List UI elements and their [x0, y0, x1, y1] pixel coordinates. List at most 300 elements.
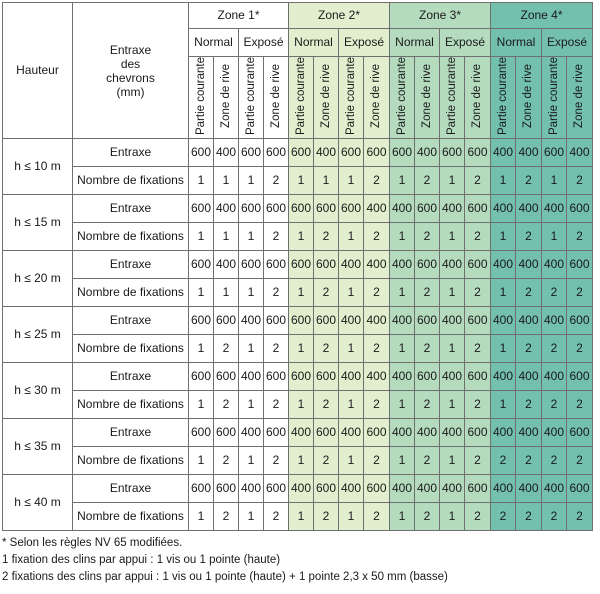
entraxe-cell: 600: [567, 251, 593, 279]
height-label: h ≤ 30 m: [3, 363, 73, 419]
fixations-cell: 2: [214, 335, 239, 363]
fixations-cell: 1: [189, 391, 214, 419]
table-row: [3, 139, 593, 167]
fixations-cell: 1: [440, 447, 465, 475]
fixations-cell: 1: [289, 447, 314, 475]
entraxe-cell: 600: [567, 363, 593, 391]
position-label: Zone de rive: [319, 64, 332, 129]
fixations-cell: 1: [214, 279, 239, 307]
fixations-cell: 2: [491, 447, 516, 475]
fixations-cell: 1: [390, 167, 415, 195]
entraxe-cell: 600: [567, 307, 593, 335]
fixations-cell: 1: [339, 391, 364, 419]
fixations-cell: 2: [264, 335, 289, 363]
entraxe-cell: 600: [465, 139, 491, 167]
entraxe-cell: 400: [516, 307, 542, 335]
fixations-cell: 1: [289, 503, 314, 531]
fixations-cell: 1: [239, 391, 264, 419]
entraxe-cell: 600: [189, 475, 214, 503]
fixations-cell: 2: [465, 447, 491, 475]
entraxe-cell: 400: [516, 195, 542, 223]
fixations-cell: 1: [390, 223, 415, 251]
entraxe-cell: 400: [239, 475, 264, 503]
position-header: [239, 57, 264, 139]
table-row: [3, 363, 593, 391]
entraxe-cell: 600: [415, 307, 440, 335]
fixations-cell: 1: [239, 223, 264, 251]
entraxe-cell: 400: [440, 307, 465, 335]
fixations-cell: 1: [239, 503, 264, 531]
fixations-cell: 1: [189, 279, 214, 307]
fixations-cell: 1: [339, 335, 364, 363]
position-header: [440, 57, 465, 139]
zone-2-header: Zone 2*: [289, 3, 390, 29]
entraxe-cell: 400: [491, 195, 516, 223]
entraxe-cell: 600: [440, 139, 465, 167]
fixations-cell: 2: [465, 167, 491, 195]
fixations-cell: 2: [264, 391, 289, 419]
entraxe-cell: 600: [390, 139, 415, 167]
entraxe-cell: 600: [264, 251, 289, 279]
fixations-cell: 2: [264, 279, 289, 307]
entraxe-cell: 600: [567, 195, 593, 223]
fixations-cell: 2: [415, 335, 440, 363]
entraxe-cell: 600: [264, 419, 289, 447]
entraxe-cell: 400: [214, 139, 239, 167]
entraxe-cell: 400: [214, 251, 239, 279]
fixations-cell: 2: [516, 335, 542, 363]
position-label: Partie courante: [547, 57, 560, 136]
entraxe-cell: 600: [339, 139, 364, 167]
entraxe-cell: 600: [289, 307, 314, 335]
fixations-cell: 2: [465, 335, 491, 363]
entraxe-cell: 600: [314, 195, 339, 223]
row-kind-label: Entraxe: [73, 475, 189, 503]
fixations-cell: 2: [364, 335, 390, 363]
position-label: Partie courante: [395, 57, 408, 136]
footnote-one-fixation: 1 fixation des clins par appui : 1 vis ou 1 pointe (haute): [2, 554, 281, 566]
entraxe-cell: 400: [440, 251, 465, 279]
fixations-cell: 2: [314, 447, 339, 475]
fixations-cell: 1: [189, 223, 214, 251]
fixations-cell: 2: [364, 391, 390, 419]
footnote-two-fixations: 2 fixations des clins par appui : 1 vis ou 1 pointe (haute) + 1 pointe 2,3 x 50 mm (basse): [2, 571, 448, 583]
fixations-cell: 2: [465, 223, 491, 251]
zone-3-exposure-expose: Exposé: [440, 29, 491, 57]
fixations-cell: 2: [567, 335, 593, 363]
entraxe-cell: 400: [364, 251, 390, 279]
fixations-cell: 1: [289, 167, 314, 195]
row-kind-label: Nombre de fixations: [73, 279, 189, 307]
fixations-cell: 1: [390, 279, 415, 307]
position-label: Zone de rive: [522, 64, 535, 129]
entraxe-cell: 600: [214, 419, 239, 447]
entraxe-cell: 400: [516, 251, 542, 279]
entraxe-cell: 400: [364, 307, 390, 335]
footnotes: [2, 535, 600, 586]
fixations-cell: 1: [440, 167, 465, 195]
row-kind-label: Entraxe: [73, 419, 189, 447]
entraxe-cell: 400: [440, 195, 465, 223]
entraxe-cell: 400: [339, 251, 364, 279]
entraxe-cell: 600: [289, 251, 314, 279]
entraxe-cell: 400: [440, 419, 465, 447]
entraxe-cell: 400: [542, 363, 567, 391]
zone-1-exposure-expose: Exposé: [239, 29, 289, 57]
position-header: [415, 57, 440, 139]
fixations-cell: 2: [516, 391, 542, 419]
fixations-cell: 2: [314, 503, 339, 531]
position-header: [339, 57, 364, 139]
position-header: [465, 57, 491, 139]
table-row: [3, 223, 593, 251]
row-kind-label: Nombre de fixations: [73, 503, 189, 531]
height-label: h ≤ 25 m: [3, 307, 73, 363]
entraxe-cell: 600: [465, 419, 491, 447]
entraxe-cell: 400: [239, 363, 264, 391]
fixations-cell: 1: [289, 391, 314, 419]
fixations-cell: 1: [542, 167, 567, 195]
fixation-table: [2, 2, 593, 531]
fixations-cell: 2: [264, 167, 289, 195]
fixations-cell: 1: [491, 223, 516, 251]
fixations-cell: 1: [542, 223, 567, 251]
entraxe-cell: 600: [264, 363, 289, 391]
fixations-cell: 2: [567, 167, 593, 195]
position-header: [567, 57, 593, 139]
entraxe-cell: 400: [415, 419, 440, 447]
entraxe-cell: 400: [516, 363, 542, 391]
fixations-cell: 2: [264, 503, 289, 531]
fixations-cell: 1: [440, 335, 465, 363]
row-kind-label: Nombre de fixations: [73, 335, 189, 363]
entraxe-cell: 600: [189, 251, 214, 279]
entraxe-cell: 400: [390, 363, 415, 391]
zone-4-header: Zone 4*: [491, 3, 593, 29]
table-row: [3, 503, 593, 531]
fixations-cell: 1: [289, 335, 314, 363]
entraxe-cell: 600: [264, 139, 289, 167]
position-header: [516, 57, 542, 139]
entraxe-cell: 600: [214, 475, 239, 503]
entraxe-cell: 600: [189, 307, 214, 335]
entraxe-cell: 400: [239, 307, 264, 335]
entraxe-cell: 400: [491, 475, 516, 503]
fixations-cell: 2: [567, 503, 593, 531]
entraxe-cell: 400: [339, 475, 364, 503]
fixations-cell: 2: [214, 391, 239, 419]
position-header: [491, 57, 516, 139]
fixations-cell: 2: [264, 223, 289, 251]
entraxe-cell: 600: [465, 307, 491, 335]
fixations-cell: 2: [415, 503, 440, 531]
table-row: [3, 447, 593, 475]
entraxe-cell: 600: [415, 363, 440, 391]
entraxe-cell: 400: [390, 307, 415, 335]
fixations-cell: 1: [339, 167, 364, 195]
table-row: [3, 307, 593, 335]
entraxe-cell: 600: [189, 419, 214, 447]
row-kind-label: Nombre de fixations: [73, 391, 189, 419]
zone-1-header: Zone 1*: [189, 3, 289, 29]
fixations-cell: 2: [567, 279, 593, 307]
fixations-cell: 1: [239, 167, 264, 195]
fixations-cell: 1: [314, 167, 339, 195]
fixations-cell: 1: [390, 447, 415, 475]
position-label: Zone de rive: [269, 64, 282, 129]
table-row: [3, 279, 593, 307]
entraxe-cell: 600: [289, 195, 314, 223]
entraxe-cell: 400: [364, 195, 390, 223]
position-label: Zone de rive: [420, 64, 433, 129]
entraxe-cell: 400: [415, 139, 440, 167]
row-kind-label: Entraxe: [73, 251, 189, 279]
fixations-cell: 2: [567, 391, 593, 419]
position-header: [542, 57, 567, 139]
fixations-cell: 1: [491, 167, 516, 195]
entraxe-cell: 600: [239, 195, 264, 223]
position-header: [264, 57, 289, 139]
fixations-cell: 2: [516, 503, 542, 531]
fixations-cell: 1: [440, 223, 465, 251]
zone-3-header: Zone 3*: [390, 3, 491, 29]
fixations-cell: 2: [364, 447, 390, 475]
fixations-cell: 2: [314, 223, 339, 251]
zone-2-exposure-normal: Normal: [289, 29, 339, 57]
position-header: [390, 57, 415, 139]
hauteur-header: Hauteur: [3, 3, 73, 139]
entraxe-cell: 400: [542, 251, 567, 279]
entraxe-cell: 400: [415, 475, 440, 503]
entraxe-cell: 400: [491, 307, 516, 335]
height-label: h ≤ 20 m: [3, 251, 73, 307]
entraxe-cell: 400: [314, 139, 339, 167]
fixations-cell: 2: [264, 447, 289, 475]
zone-4-exposure-expose: Exposé: [542, 29, 593, 57]
table-row: [3, 335, 593, 363]
row-kind-label: Entraxe: [73, 195, 189, 223]
fixations-cell: 2: [314, 391, 339, 419]
position-label: Partie courante: [244, 57, 257, 136]
fixations-cell: 1: [214, 167, 239, 195]
entraxe-cell: 600: [314, 475, 339, 503]
entraxe-cell: 400: [339, 363, 364, 391]
position-label: Partie courante: [294, 57, 307, 136]
row-kind-label: Nombre de fixations: [73, 167, 189, 195]
position-header: [314, 57, 339, 139]
height-label: h ≤ 40 m: [3, 475, 73, 531]
fixations-cell: 1: [491, 335, 516, 363]
entraxe-cell: 600: [264, 475, 289, 503]
zone-4-exposure-normal: Normal: [491, 29, 542, 57]
fixations-cell: 1: [239, 335, 264, 363]
entraxe-cell: 400: [390, 195, 415, 223]
fixations-cell: 1: [491, 279, 516, 307]
fixations-cell: 1: [239, 447, 264, 475]
fixations-cell: 2: [516, 167, 542, 195]
fixations-cell: 2: [567, 223, 593, 251]
entraxe-cell: 600: [214, 307, 239, 335]
table-row: [3, 391, 593, 419]
entraxe-cell: 600: [239, 139, 264, 167]
fixations-cell: 2: [516, 223, 542, 251]
entraxe-cell: 400: [440, 363, 465, 391]
position-label: Partie courante: [496, 57, 509, 136]
entraxe-cell: 600: [415, 195, 440, 223]
fixations-cell: 2: [415, 447, 440, 475]
position-header: [364, 57, 390, 139]
entraxe-cell: 600: [264, 195, 289, 223]
entraxe-cell: 400: [339, 419, 364, 447]
table-row: [3, 419, 593, 447]
fixations-cell: 2: [465, 391, 491, 419]
position-header: [214, 57, 239, 139]
position-label: Zone de rive: [219, 64, 232, 129]
entraxe-cell: 400: [491, 419, 516, 447]
entraxe-cell: 600: [314, 307, 339, 335]
fixations-cell: 2: [415, 167, 440, 195]
fixations-cell: 2: [542, 503, 567, 531]
entraxe-cell: 600: [189, 139, 214, 167]
entraxe-cell: 600: [567, 419, 593, 447]
entraxe-cell: 400: [289, 419, 314, 447]
entraxe-cell: 400: [516, 419, 542, 447]
fixations-cell: 2: [415, 391, 440, 419]
fixations-cell: 2: [465, 503, 491, 531]
entraxe-cell: 400: [491, 251, 516, 279]
fixations-cell: 2: [542, 391, 567, 419]
entraxe-cell: 400: [214, 195, 239, 223]
zone-2-exposure-expose: Exposé: [339, 29, 390, 57]
fixations-cell: 1: [390, 335, 415, 363]
fixations-cell: 1: [440, 503, 465, 531]
position-header: [289, 57, 314, 139]
entraxe-cell: 400: [542, 307, 567, 335]
table-row: [3, 195, 593, 223]
entraxe-cell: 400: [491, 363, 516, 391]
entraxe-cell: 400: [239, 419, 264, 447]
fixations-cell: 2: [314, 335, 339, 363]
row-kind-label: Nombre de fixations: [73, 447, 189, 475]
fixations-cell: 2: [364, 167, 390, 195]
fixations-cell: 1: [440, 279, 465, 307]
entraxe-cell: 600: [314, 419, 339, 447]
position-label: Zone de rive: [573, 64, 586, 129]
entraxe-cell: 600: [314, 363, 339, 391]
row-kind-label: Entraxe: [73, 363, 189, 391]
fixations-cell: 1: [390, 391, 415, 419]
fixations-cell: 2: [214, 447, 239, 475]
fixations-cell: 2: [465, 279, 491, 307]
entraxe-cell: 400: [390, 251, 415, 279]
entraxe-cell: 400: [390, 419, 415, 447]
entraxe-header-label: Entraxe des chevrons (mm): [106, 42, 155, 99]
zone-1-exposure-normal: Normal: [189, 29, 239, 57]
fixations-cell: 1: [189, 167, 214, 195]
fixations-cell: 2: [542, 279, 567, 307]
fixations-cell: 1: [390, 503, 415, 531]
position-label: Zone de rive: [471, 64, 484, 129]
height-label: h ≤ 35 m: [3, 419, 73, 475]
fixations-cell: 2: [567, 447, 593, 475]
zone-3-exposure-normal: Normal: [390, 29, 440, 57]
entraxe-cell: 600: [465, 251, 491, 279]
height-label: h ≤ 15 m: [3, 195, 73, 251]
fixations-cell: 2: [516, 279, 542, 307]
entraxe-cell: 600: [339, 195, 364, 223]
entraxe-cell: 600: [264, 307, 289, 335]
fixations-cell: 2: [542, 335, 567, 363]
entraxe-cell: 400: [364, 363, 390, 391]
entraxe-cell: 600: [189, 195, 214, 223]
fixations-cell: 2: [415, 223, 440, 251]
table-row: [3, 167, 593, 195]
fixations-cell: 1: [289, 223, 314, 251]
entraxe-cell: 600: [465, 195, 491, 223]
entraxe-cell: 400: [542, 475, 567, 503]
entraxe-cell: 600: [364, 419, 390, 447]
entraxe-cell: 400: [390, 475, 415, 503]
fixations-cell: 1: [339, 279, 364, 307]
entraxe-cell: 600: [567, 475, 593, 503]
entraxe-cell: 400: [542, 195, 567, 223]
fixations-cell: 2: [364, 223, 390, 251]
entraxe-cell: 400: [567, 139, 593, 167]
fixations-cell: 1: [239, 279, 264, 307]
fixations-cell: 2: [415, 279, 440, 307]
entraxe-cell: 600: [364, 475, 390, 503]
entraxe-cell: 400: [289, 475, 314, 503]
entraxe-cell: 600: [189, 363, 214, 391]
entraxe-cell: 400: [542, 419, 567, 447]
entraxe-cell: 600: [214, 363, 239, 391]
fixations-cell: 1: [189, 335, 214, 363]
table-row: [3, 475, 593, 503]
row-kind-label: Entraxe: [73, 139, 189, 167]
entraxe-cell: 600: [465, 475, 491, 503]
fixations-cell: 1: [491, 391, 516, 419]
position-header: [189, 57, 214, 139]
footnote-nv65: * Selon les règles NV 65 modifiées.: [2, 537, 183, 549]
position-label: Partie courante: [344, 57, 357, 136]
entraxe-cell: 600: [364, 139, 390, 167]
table-row: [3, 251, 593, 279]
fixations-cell: 1: [189, 447, 214, 475]
entraxe-cell: 600: [239, 251, 264, 279]
fixations-cell: 2: [314, 279, 339, 307]
fixations-cell: 1: [189, 503, 214, 531]
fixations-cell: 1: [339, 503, 364, 531]
entraxe-cell: 400: [516, 475, 542, 503]
fixations-cell: 2: [491, 503, 516, 531]
entraxe-cell: 600: [542, 139, 567, 167]
position-label: Zone de rive: [370, 64, 383, 129]
entraxe-cell: 400: [440, 475, 465, 503]
position-label: Partie courante: [445, 57, 458, 136]
entraxe-cell: 600: [465, 363, 491, 391]
entraxe-cell: 400: [491, 139, 516, 167]
fixations-cell: 1: [339, 223, 364, 251]
fixations-cell: 2: [364, 279, 390, 307]
fixations-cell: 1: [440, 391, 465, 419]
fixations-cell: 1: [214, 223, 239, 251]
row-kind-label: Entraxe: [73, 307, 189, 335]
position-label: Partie courante: [194, 57, 207, 136]
entraxe-cell: 600: [314, 251, 339, 279]
entraxe-cell: 400: [516, 139, 542, 167]
entraxe-cell: 600: [415, 251, 440, 279]
entraxe-header: [73, 3, 189, 139]
